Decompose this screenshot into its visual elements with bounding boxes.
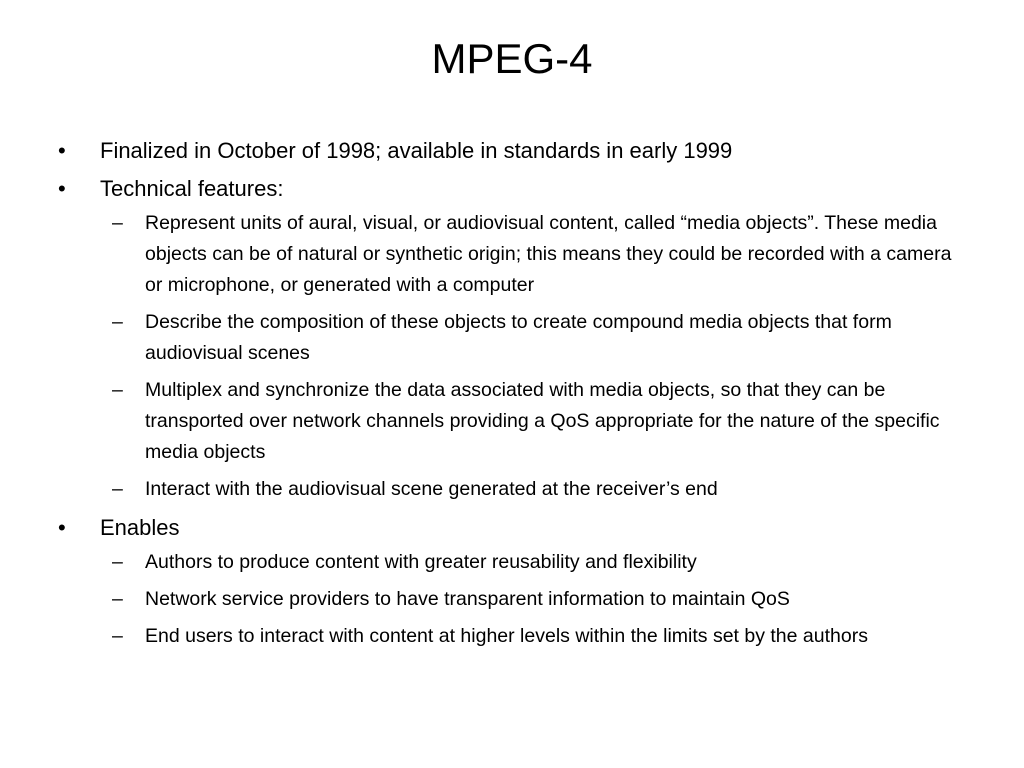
sub-bullet-text: Multiplex and synchronize the data associated with media objects, so that they can be transported over network channels providing a QoS appropriate for the nature of the specific media objects [145, 379, 940, 463]
sub-bullet-item [100, 208, 968, 301]
bullet-marker: • [58, 515, 66, 540]
sub-bullet-text: Represent units of aural, visual, or audiovisual content, called “media objects”. These media objects can be of natural or synthetic origin; this means they could be recorded with a camera or microphone, or generated with a computer [145, 212, 952, 296]
dash-marker: – [112, 478, 123, 500]
bullet-item [58, 136, 968, 166]
sub-bullet-item [100, 307, 968, 369]
bullet-item [58, 513, 968, 652]
slide-title: MPEG-4 [431, 35, 593, 82]
sub-bullet-list [100, 547, 968, 652]
sub-bullet-text: Authors to produce content with greater reusability and flexibility [145, 551, 697, 573]
sub-bullet-item [100, 547, 968, 578]
bullet-list [58, 136, 968, 660]
dash-marker: – [112, 379, 123, 401]
sub-bullet-text: Describe the composition of these objects to create compound media objects that form audiovisual scenes [145, 311, 892, 364]
bullet-text: Technical features: [100, 176, 284, 201]
dash-marker: – [112, 588, 123, 610]
dash-marker: – [112, 212, 123, 234]
dash-marker: – [112, 551, 123, 573]
bullet-marker: • [58, 138, 66, 163]
bullet-text: Enables [100, 515, 180, 540]
bullet-marker: • [58, 176, 66, 201]
bullet-item [58, 174, 968, 505]
sub-bullet-text: Interact with the audiovisual scene generated at the receiver’s end [145, 478, 718, 500]
sub-bullet-list [100, 208, 968, 505]
dash-marker: – [112, 625, 123, 647]
sub-bullet-item [100, 621, 968, 652]
sub-bullet-item [100, 474, 968, 505]
bullet-text: Finalized in October of 1998; available in standards in early 1999 [100, 138, 733, 163]
sub-bullet-item [100, 584, 968, 615]
dash-marker: – [112, 311, 123, 333]
sub-bullet-item [100, 375, 968, 468]
sub-bullet-text: End users to interact with content at higher levels within the limits set by the authors [145, 625, 868, 647]
sub-bullet-text: Network service providers to have transparent information to maintain QoS [145, 588, 790, 610]
